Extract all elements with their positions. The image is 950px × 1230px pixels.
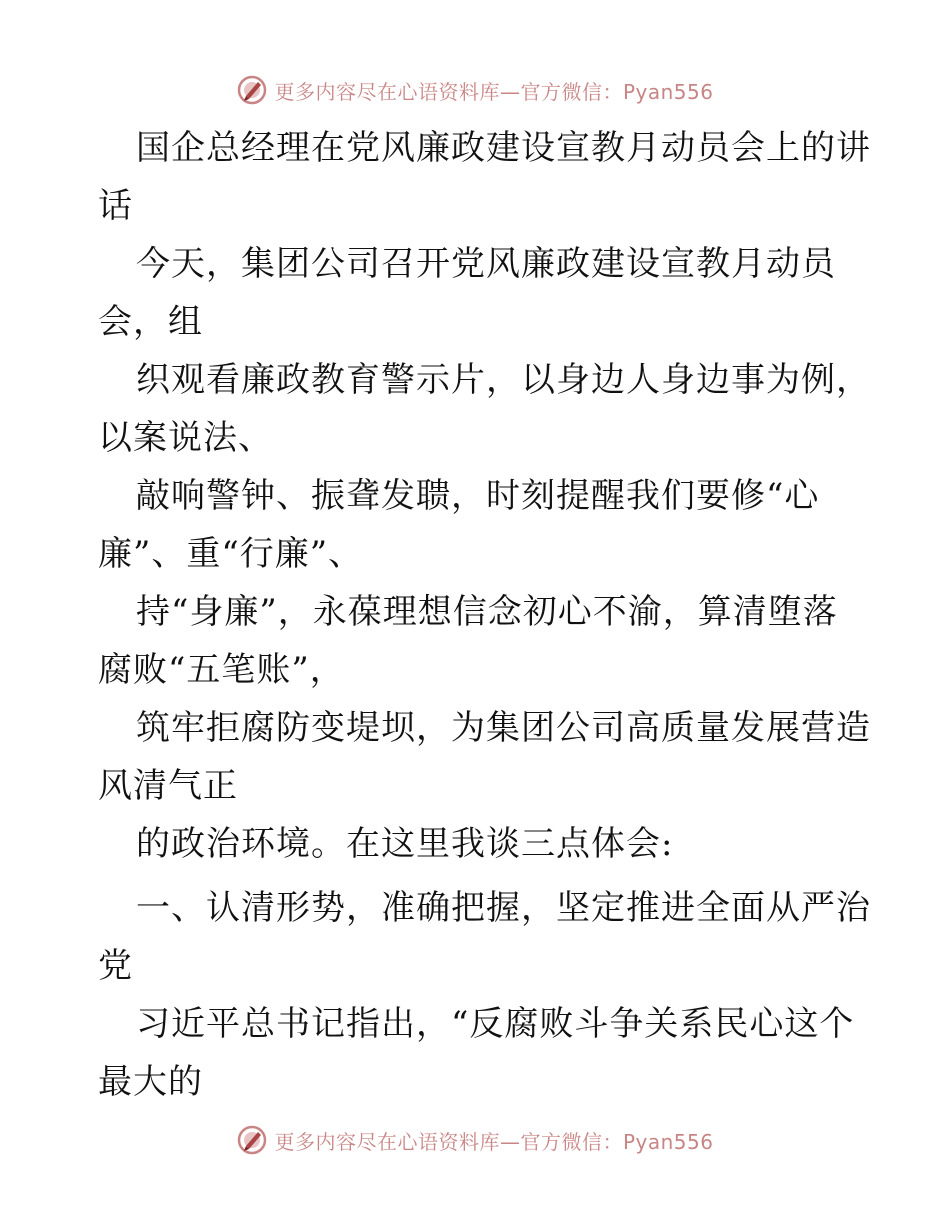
paragraph-line: 会，组 [98,302,203,342]
watermark-header [0,70,950,110]
title-line-1: 国企总经理在党风廉政建设宣教月动员会上的讲 [136,128,871,168]
pen-logo-icon [236,1124,268,1156]
paragraph-line: 的政治环境。在这里我谈三点体会: [136,824,674,864]
watermark-text: 更多内容尽在心语资料库—官方微信：Pyan556 [274,79,714,104]
paragraph-line: 以案说法、 [98,418,273,458]
paragraph-line: 筑牢拒腐防变堤坝，为集团公司高质量发展营造 [136,708,871,748]
paragraph-line: 最大的 [98,1062,203,1102]
paragraph-line: 廉”、重“行廉”、 [98,534,364,574]
paragraph-line: 腐败“五笔账”， [98,650,345,690]
section-heading-line: 一、认清形势，准确把握，坚定推进全面从严治 [136,888,871,928]
watermark-footer [0,1120,950,1160]
paragraph-line: 风清气正 [98,766,238,806]
paragraph-line: 持“身廉”，永葆理想信念初心不渝，算清堕落 [136,592,838,632]
pen-logo-icon [236,74,268,106]
paragraph-line: 敲响警钟、振聋发聩，时刻提醒我们要修“心 [136,476,820,516]
paragraph-line: 习近平总书记指出，“反腐败斗争关系民心这个 [136,1004,855,1044]
title-line-2: 话 [98,186,133,226]
watermark-text: 更多内容尽在心语资料库—官方微信：Pyan556 [274,1129,714,1154]
paragraph-line: 今天，集团公司召开党风廉政建设宣教月动员 [136,244,836,284]
section-heading-line: 党 [98,946,133,986]
paragraph-line: 织观看廉政教育警示片，以身边人身边事为例， [136,360,871,400]
